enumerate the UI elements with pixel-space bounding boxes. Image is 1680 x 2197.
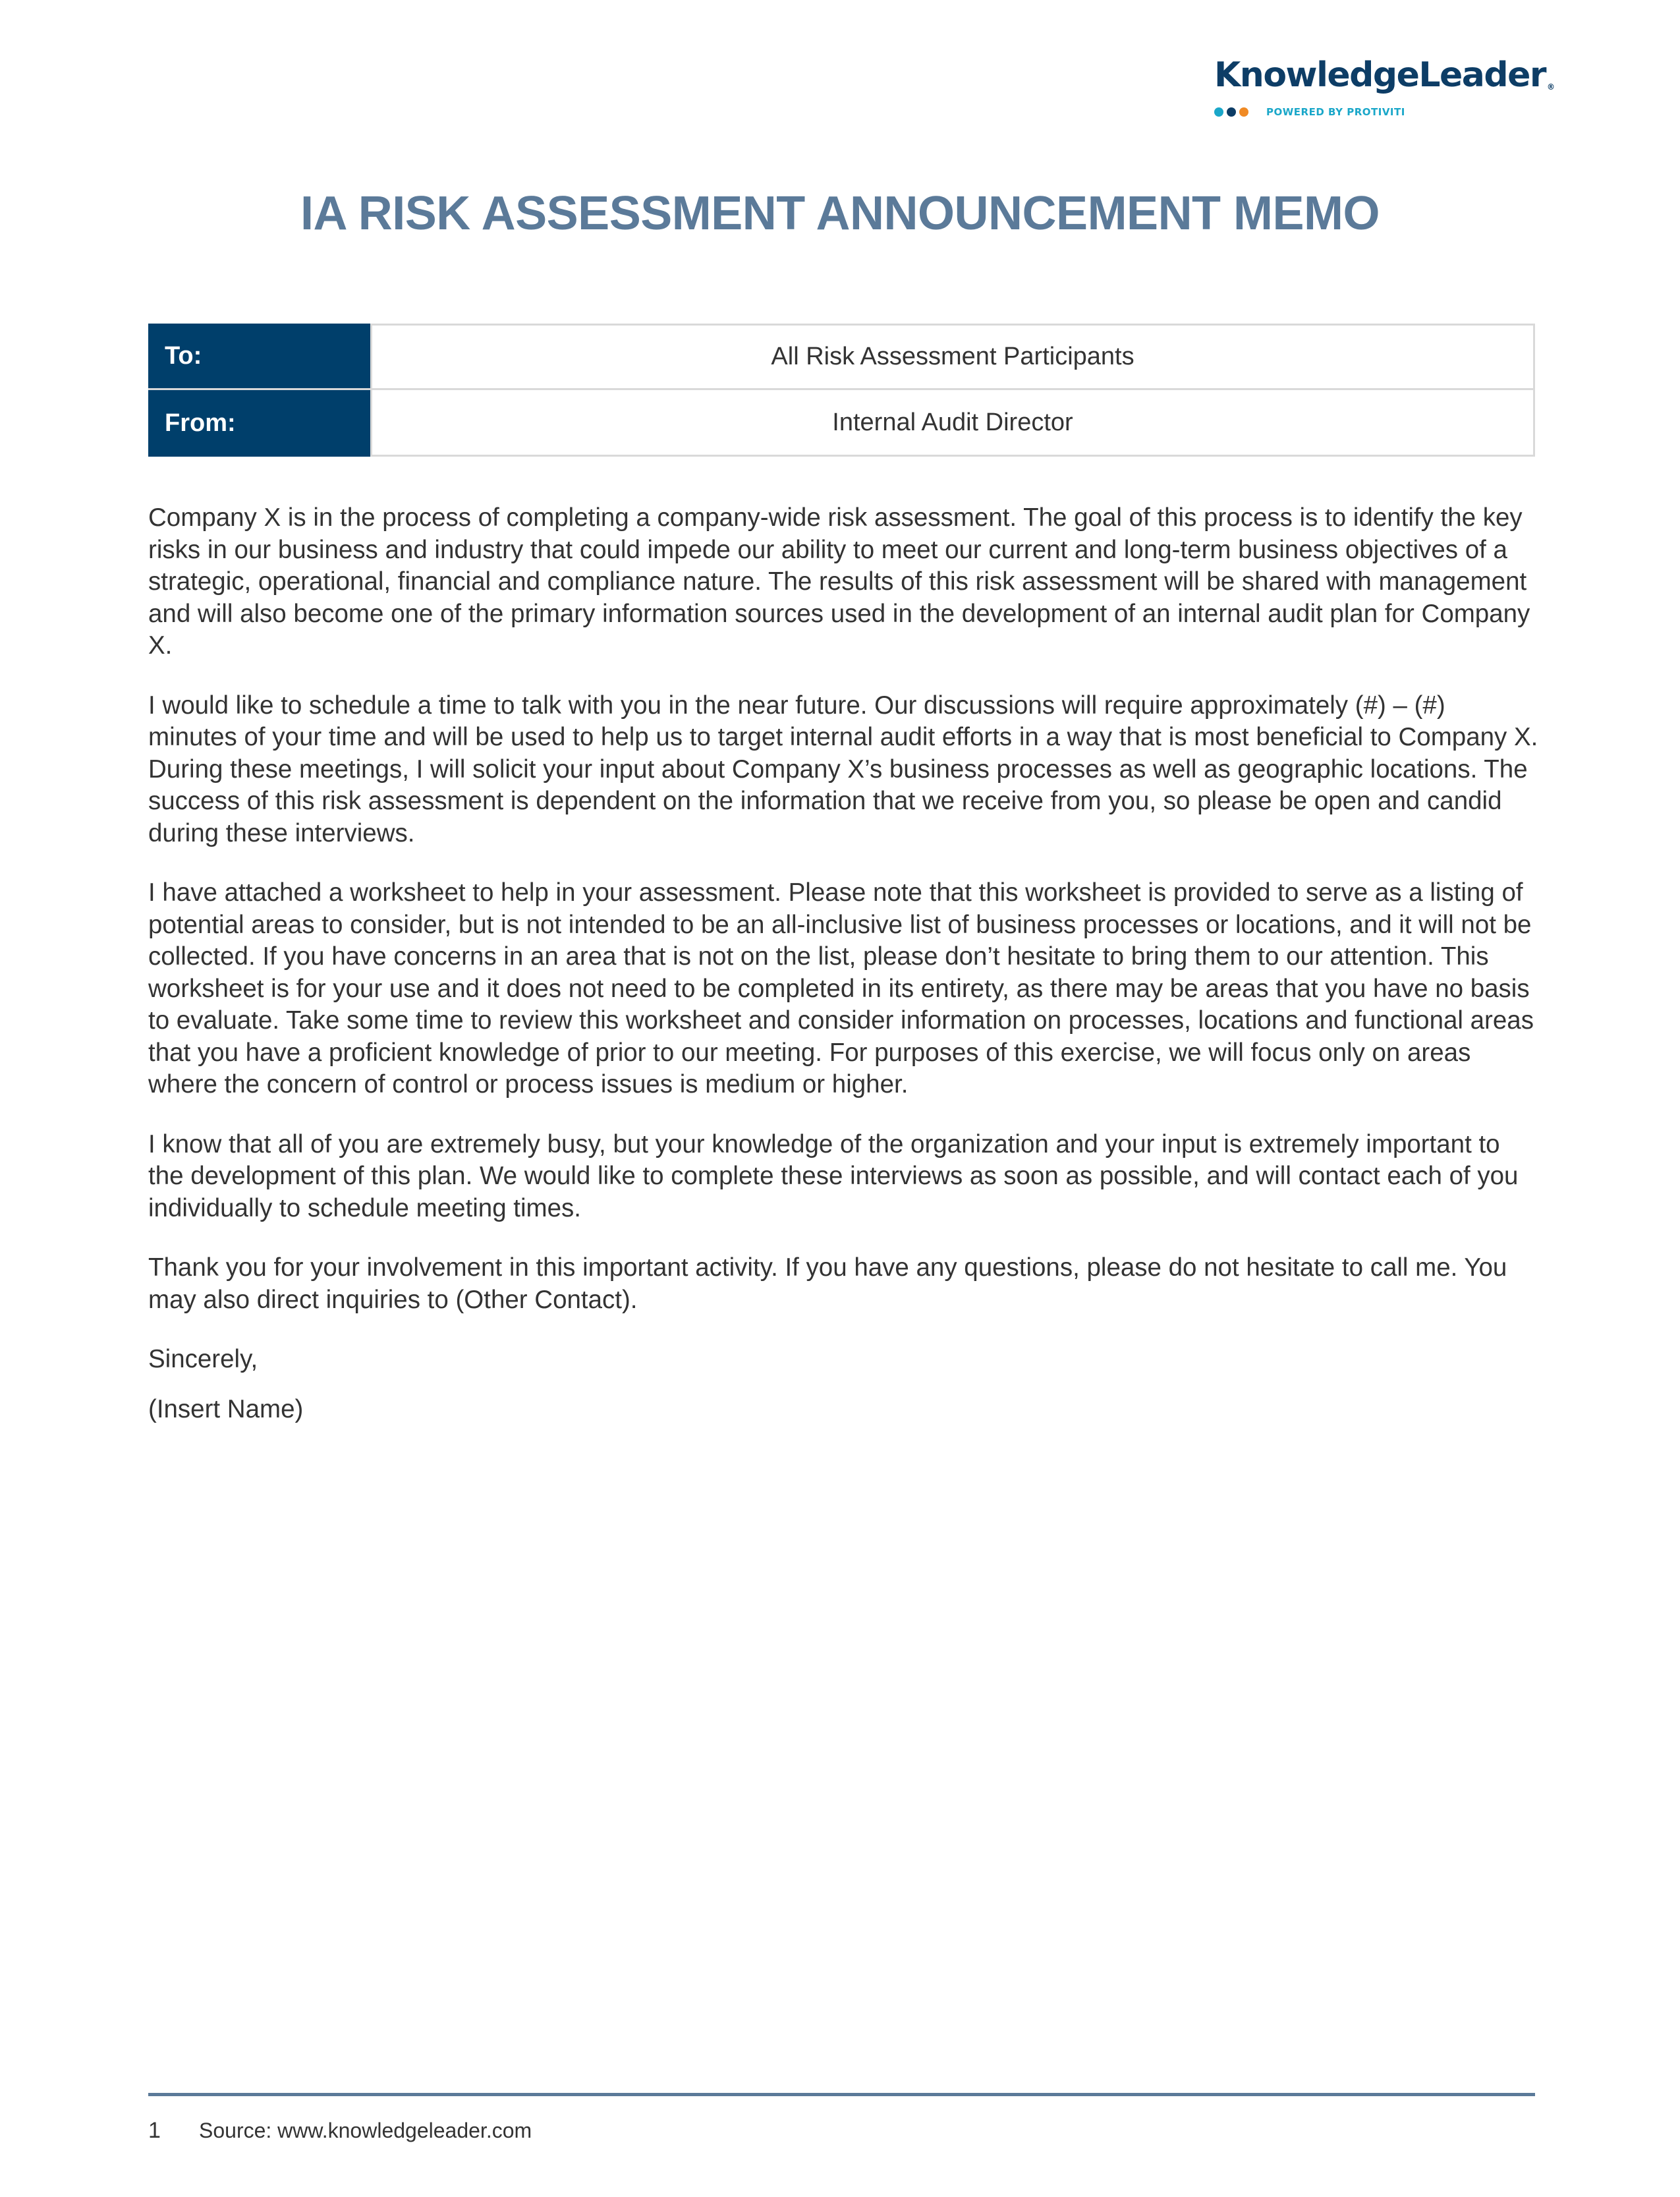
paragraph-thanks: Thank you for your involvement in this important activity. If you have any questions, please do not hesitate to call me. You may also direct inquiries to (Other Contact).	[148, 1253, 1507, 1314]
document-title: IA RISK ASSESSMENT ANNOUNCEMENT MEMO	[300, 187, 1380, 240]
paragraph-purpose: Company X is in the process of completing a company-wide risk assessment. The goal of this process is to identify the key risks in our business and industry that could impede our ability to meet our current and long-term business objectives of a strategic, operational, financial and compliance nature. The results of this risk assessment will be shared with management and will also become one of the primary information sources used in the development of an internal audit plan for Company X.	[148, 503, 1530, 660]
memo-value-from: Internal Audit Director	[370, 390, 1535, 457]
memo-header-table	[148, 324, 1535, 457]
logo-brand-name: KnowledgeLeader	[1214, 55, 1546, 95]
paragraph-importance: I know that all of you are extremely busy, but your knowledge of the organization and your input is extremely important to the development of this plan. We would like to complete these interviews as soon as possible, and will contact each of you individually to schedule meeting times.	[148, 1129, 1519, 1222]
memo-label-to: To:	[148, 324, 370, 390]
memo-body	[148, 502, 1538, 1453]
page-number: 1	[148, 2118, 161, 2143]
logo-dot-icon	[1239, 107, 1248, 117]
memo-value-to: All Risk Assessment Participants	[370, 324, 1535, 390]
logo-tagline: POWERED BY PROTIVITI	[1266, 106, 1405, 118]
signature: (Insert Name)	[148, 1394, 304, 1423]
closing: Sincerely,	[148, 1345, 258, 1373]
memo-row-to	[148, 324, 1535, 390]
footer-divider	[148, 2093, 1535, 2096]
logo-dot-icon	[1214, 107, 1223, 117]
paragraph-worksheet: I have attached a worksheet to help in your assessment. Please note that this worksheet is provided to serve as a listing of potential areas to consider, but is not intended to be an all-inclusive list of business processes or locations, and it will not be collected. If you have concerns in an area that is not on the list, please don’t hesitate to bring them to our attention. This worksheet is for your use and it does not need to be completed in its entirety, as there may be areas that you have no basis to evaluate. Take some time to review this worksheet and consider information on processes, locations and functional areas that you have a proficient knowledge of prior to our meeting. For purposes of this exercise, we will focus only on areas where the concern of control or process issues is medium or higher.	[148, 878, 1534, 1098]
footer-source: Source: www.knowledgeleader.com	[199, 2119, 532, 2142]
logo-tagline-row	[1214, 104, 1530, 120]
knowledgeleader-logo	[1214, 51, 1554, 120]
memo-label-from: From:	[148, 390, 370, 457]
logo-dot-icon	[1227, 107, 1236, 117]
registered-mark: ®	[1547, 82, 1554, 92]
logo-wordmark	[1214, 51, 1554, 99]
footer	[148, 2118, 532, 2144]
memo-row-from	[148, 390, 1535, 457]
paragraph-scheduling: I would like to schedule a time to talk with you in the near future. Our discussions will require approximately (#) – (#) minutes of your time and will be used to help us to target internal audit efforts in a way that is most beneficial to Company X. During these meetings, I will solicit your input about Company X’s business processes as well as geographic locations. The success of this risk assessment is dependent on the information that we receive from you, so please be open and candid during these interviews.	[148, 691, 1538, 847]
